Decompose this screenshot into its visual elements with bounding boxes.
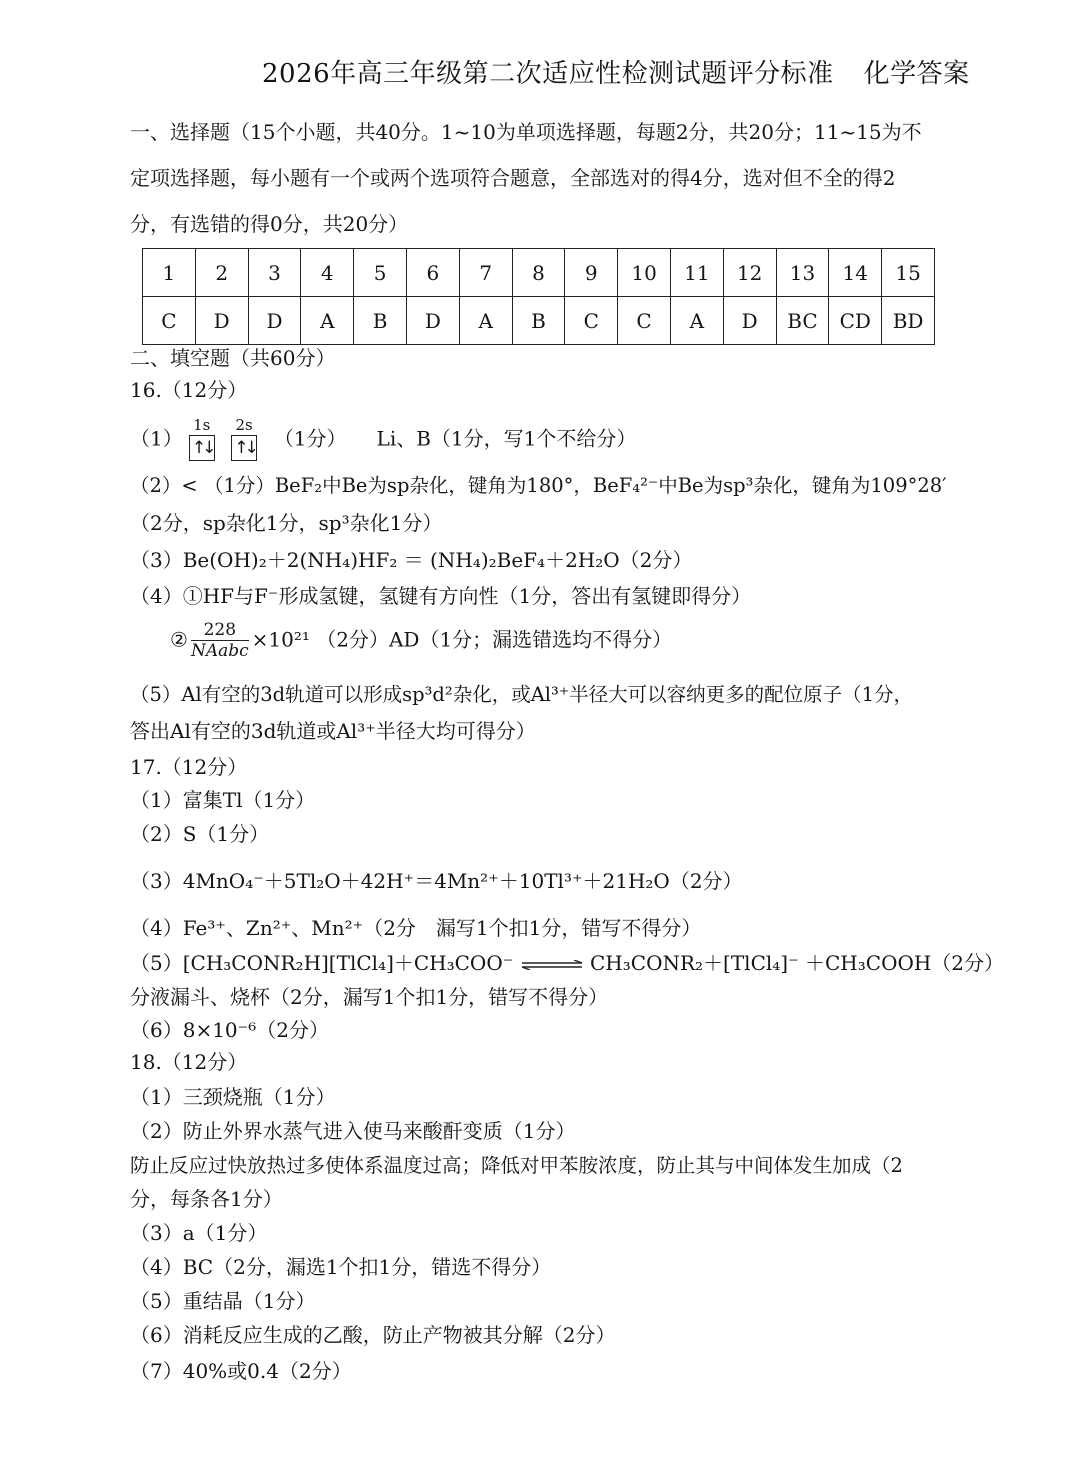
q16-part5-line2: 答出Al有空的3d轨道或Al³⁺半径大均可得分） bbox=[130, 719, 536, 743]
section1-intro-line1: 一、选择题（15个小题，共40分。1~10为单项选择题，每题2分，共20分；11~15为不 bbox=[130, 120, 922, 144]
equilibrium-arrow-icon bbox=[520, 960, 584, 970]
q16-part4b bbox=[170, 621, 672, 661]
qnum-cell: 13 bbox=[776, 249, 829, 297]
q16-part1-rest: （1分） Li、B（1分，写1个不给分） bbox=[273, 426, 637, 451]
q16-part3: （3）Be(OH)₂＋2(NH₄)HF₂ ＝ (NH₄)₂BeF₄＋2H₂O（2分） bbox=[130, 548, 693, 572]
fraction-numerator: 228 bbox=[191, 621, 249, 641]
q17-part6: （6）8×10⁻⁶（2分） bbox=[130, 1018, 329, 1042]
subject-label: 化学答案 bbox=[863, 59, 970, 89]
q16-part4b-marker: ② bbox=[170, 627, 188, 652]
answer-cell: C bbox=[143, 297, 196, 345]
q18-part7: （7）40%或0.4（2分） bbox=[130, 1359, 352, 1383]
answer-cell: A bbox=[670, 297, 723, 345]
q18-part4: （4）BC（2分，漏选1个扣1分，错选不得分） bbox=[130, 1255, 552, 1279]
q17-heading: 17.（12分） bbox=[130, 755, 248, 779]
q16-part1 bbox=[130, 418, 636, 462]
q16-heading: 16.（12分） bbox=[130, 378, 248, 402]
q18-part3: （3）a（1分） bbox=[130, 1221, 268, 1245]
page-title bbox=[262, 60, 970, 90]
qnum-cell: 4 bbox=[301, 249, 354, 297]
answer-cell: CD bbox=[829, 297, 882, 345]
q16-part1-label: （1） bbox=[130, 426, 183, 451]
q16-part2-continued: （2分，sp杂化1分，sp³杂化1分） bbox=[130, 511, 443, 535]
q18-part6: （6）消耗反应生成的乙酸，防止产物被其分解（2分） bbox=[130, 1323, 616, 1347]
q18-part2-line3: 分，每条各1分） bbox=[130, 1187, 283, 1211]
answer-cell: A bbox=[301, 297, 354, 345]
qnum-cell: 12 bbox=[723, 249, 776, 297]
qnum-cell: 8 bbox=[512, 249, 565, 297]
qnum-cell: 7 bbox=[459, 249, 512, 297]
answer-cell: BD bbox=[882, 297, 935, 345]
answer-cell: B bbox=[354, 297, 407, 345]
orbital-diagram-1s bbox=[189, 418, 219, 462]
q17-part3: （3）4MnO₄⁻＋5Tl₂O＋42H⁺＝4Mn²⁺＋10Tl³⁺＋21H₂O（2分） bbox=[130, 869, 743, 893]
title-text: 2026年高三年级第二次适应性检测试题评分标准 bbox=[262, 59, 834, 89]
section1-intro-line2: 定项选择题，每小题有一个或两个选项符合题意，全部选对的得4分，选对但不全的得2 bbox=[130, 166, 896, 190]
answer-cell: A bbox=[459, 297, 512, 345]
q18-part2: （2）防止外界水蒸气进入使马来酸酐变质（1分） bbox=[130, 1119, 576, 1143]
q18-part1: （1）三颈烧瓶（1分） bbox=[130, 1085, 336, 1109]
answer-cell: D bbox=[248, 297, 301, 345]
orbital-box-1s: ↑↓ bbox=[189, 435, 215, 461]
q17-part5 bbox=[130, 952, 1004, 975]
q16-part4a: （4）①HF与F⁻形成氢键，氢键有方向性（1分，答出有氢键即得分） bbox=[130, 584, 752, 608]
orbital-diagram-2s bbox=[231, 418, 261, 462]
fraction-denominator: NAabc bbox=[190, 640, 249, 661]
q16-part5-line1: （5）Al有空的3d轨道可以形成sp³d²杂化，或Al³⁺半径大可以容纳更多的配位原子（1分， bbox=[130, 683, 914, 706]
q17-part5-apparatus: 分液漏斗、烧杯（2分，漏写1个扣1分，错写不得分） bbox=[130, 985, 609, 1009]
answer-table bbox=[142, 248, 935, 345]
answer-cell: C bbox=[618, 297, 671, 345]
qnum-cell: 11 bbox=[670, 249, 723, 297]
q16-part4b-rest: ×10²¹ （2分）AD（1分；漏选错选均不得分） bbox=[251, 627, 673, 652]
section1-intro-line3: 分，有选错的得0分，共20分） bbox=[130, 212, 409, 236]
orbital-label-2s: 2s bbox=[235, 416, 253, 434]
orbital-label-1s: 1s bbox=[193, 416, 211, 434]
answer-cell: D bbox=[723, 297, 776, 345]
qnum-cell: 5 bbox=[354, 249, 407, 297]
qnum-cell: 15 bbox=[882, 249, 935, 297]
section2-heading: 二、填空题（共60分） bbox=[130, 346, 336, 370]
q18-part5: （5）重结晶（1分） bbox=[130, 1289, 316, 1313]
density-fraction bbox=[191, 621, 249, 661]
qnum-cell: 10 bbox=[618, 249, 671, 297]
qnum-cell: 14 bbox=[829, 249, 882, 297]
orbital-box-2s: ↑↓ bbox=[231, 435, 257, 461]
q16-part2: （2）< （1分）BeF₂中Be为sp杂化，键角为180°，BeF₄²⁻中Be为sp³杂化，键角为109°28′ bbox=[130, 474, 947, 497]
answer-cell: D bbox=[406, 297, 459, 345]
answer-cell: D bbox=[195, 297, 248, 345]
qnum-cell: 2 bbox=[195, 249, 248, 297]
answer-cell: B bbox=[512, 297, 565, 345]
q17-part4: （4）Fe³⁺、Zn²⁺、Mn²⁺（2分 漏写1个扣1分，错写不得分） bbox=[130, 916, 702, 940]
q18-part2-line2: 防止反应过快放热过多使体系温度过高；降低对甲苯胺浓度，防止其与中间体发生加成（2 bbox=[130, 1154, 903, 1177]
q17-part5-products: CH₃CONR₂＋[TlCl₄]⁻ ＋CH₃COOH（2分） bbox=[590, 951, 1005, 975]
qnum-cell: 9 bbox=[565, 249, 618, 297]
q17-part5-reactants: （5）[CH₃CONR₂H][TlCl₄]＋CH₃COO⁻ bbox=[130, 951, 514, 975]
answer-cell: BC bbox=[776, 297, 829, 345]
q18-heading: 18.（12分） bbox=[130, 1050, 248, 1074]
question-number-row bbox=[143, 249, 935, 297]
qnum-cell: 3 bbox=[248, 249, 301, 297]
qnum-cell: 6 bbox=[406, 249, 459, 297]
q17-part1: （1）富集Tl（1分） bbox=[130, 788, 316, 812]
answer-row bbox=[143, 297, 935, 345]
answer-cell: C bbox=[565, 297, 618, 345]
q17-part2: （2）S（1分） bbox=[130, 822, 270, 846]
qnum-cell: 1 bbox=[143, 249, 196, 297]
